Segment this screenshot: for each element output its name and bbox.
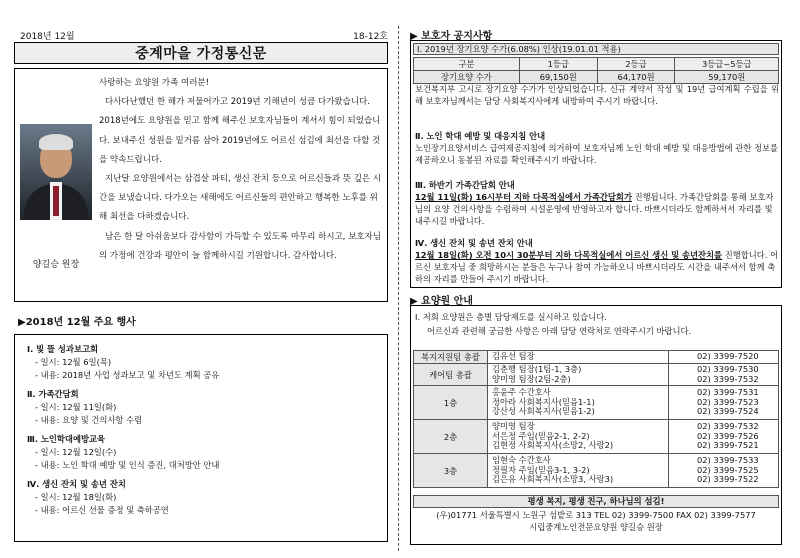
letter-paragraph: 사랑하는 요양원 가족 여러분! [99,78,210,88]
fee-cell: 59,170원 [675,71,779,84]
event-detail: - 내용: 어르신 선물 증정 및 축하공연 [35,504,169,515]
staff-names [488,420,669,454]
staff-phone: 02) 3399-7532 [697,373,759,384]
staff-group: 3층 [414,454,488,488]
events-box [14,334,388,542]
staff-group: 1층 [414,386,488,420]
issue-number: 18-12호 [353,32,388,42]
staff-phone: 02) 3399-7530 [697,363,759,374]
staff-name: 정필자 주임(믿음3-1, 3-2) [492,464,590,475]
notice-subheading: Ⅲ. 하반기 가족간담회 안내 [415,180,515,190]
address-block [413,510,779,533]
staff-phone: 02) 3399-7531 [697,386,759,397]
staff-phone: 02) 3399-7533 [697,454,759,465]
staff-name: 양미영 팀장 [492,420,535,431]
director-letter [14,68,388,302]
fee-header-cell: 3등급~5등급 [675,58,779,71]
fee-subheading: Ⅰ. 2019년 장기요양 수가(6.08%) 인상(19.01.01 적용) [413,43,779,55]
notice-text [415,191,779,227]
meeting-text: 진행됩니다. 가족간담회를 통해 보호자님의 요양 건의사항을 수렴하여 시설운영에 반영하고자 합니다. 바쁘시더라도 함께하셔서 자리를 빛내주시길 바랍니다. [415,192,774,226]
signature-line: 시립중계노인전문요양원 양길승 원장 [529,521,663,532]
staff-phone: 02) 3399-7523 [697,396,759,407]
event-detail: - 일시: 12월 12일(수) [35,447,117,457]
letter-paragraph: 지난달 요양원에서는 삼겹살 파티, 생신 잔치 등으로 어르신들과 뜻 깊은 시간을 보냈습니다. 다가오는 새해에도 어르신들의 편안하고 행복한 노후를 위해 최선을 다하겠습니다. [99,174,382,223]
event-title: Ⅰ. 빛 뜰 성과보고회 [27,344,99,354]
director-photo [20,124,92,220]
staff-names [488,454,669,488]
staff-group: 복지지원팀 총괄 [414,351,488,364]
staff-names [488,364,669,386]
staff-group: 2층 [414,420,488,454]
staff-name: 홍윤주 수간호사 [492,386,551,397]
event-item [27,343,379,381]
director-name: 양길승 원장 [32,260,80,270]
motto-banner: 평생 복지, 평생 친구, 하나님의 섬김! [413,495,779,508]
table-row [414,386,779,420]
staff-group: 케어팀 총괄 [414,364,488,386]
staff-table [413,350,779,488]
staff-name: 양미영 팀장(2팀-2층) [492,373,571,384]
staff-name: 정아라 사회복지사(믿음1-1) [492,396,595,407]
notice-text: 노인장기요양서비스 급여제공지침에 의거하여 보호자님께 노인 학대 예방 및 대응방법에 관한 정보를 제공하오니 동봉된 자료를 확인해주시기 바랍니다. [415,143,778,165]
notice-text [415,249,779,285]
events-heading: ▶2018년 12월 주요 행사 [18,317,136,328]
staff-names [488,351,669,364]
letter-paragraph: 다사다난했던 한 해가 저물어가고 2019년 기해년이 성큼 다가왔습니다. 2018년에도 요양원을 믿고 함께 해주신 보호자님들이 계셔서 힘이 되었습니다. 보내주신 성원을 밑거름 삼아 2019년에도 어르신 섬김에 최선을 다할 것을 약속드립니다. [99,97,381,165]
event-detail: - 일시: 12월 6일(목) [35,357,112,367]
notice-subheading: Ⅱ. 노인 학대 예방 및 대응지침 안내 [415,131,546,141]
staff-name: 김춘행 팀장(1팀-1, 3층) [492,363,582,374]
fee-table [413,57,779,84]
table-row [414,351,779,364]
guide-intro [415,310,779,338]
event-title: Ⅳ. 생신 잔치 및 송년 잔치 [27,479,126,489]
staff-name: 임현숙 수간호사 [492,454,551,465]
staff-name: 김은유 사회복지사(소망3, 사랑3) [492,474,614,485]
table-row [414,454,779,488]
meeting-highlight: 12월 11일(화) 16시부터 지하 다목적실에서 가족간담회가 [415,192,632,202]
staff-name: 김유선 팀장 [492,351,535,362]
staff-phone: 02) 3399-7526 [697,430,759,441]
fee-note: 보건복지부 고시로 장기요양 수가가 인상되었습니다. 신규 계약서 작성 및 19년 급여계획 수립을 위해 보호자님께서는 담당 사회복지사에게 내방하여 주시기 바랍니다. [415,84,779,106]
event-detail: - 일시: 12월 18일(화) [35,492,117,502]
staff-name: 서은정 주임(믿음2-1, 2-2) [492,430,590,441]
staff-names [488,386,669,420]
fee-cell: 장기요양 수가 [414,71,520,84]
party-highlight: 12월 18일(화) 오전 10시 30분부터 지하 다목적실에서 어르신 생신 및 송년잔치를 [415,250,723,260]
fee-header-cell: 1등급 [519,58,597,71]
staff-phone: 02) 3399-7525 [697,464,759,475]
staff-phones [669,351,779,364]
fee-cell: 64,170원 [597,71,675,84]
staff-name: 김현정 사회복지사(소망2, 사랑2) [492,440,614,451]
event-detail: - 내용: 요양 및 건의사항 수렴 [35,414,143,425]
staff-phone: 02) 3399-7524 [697,406,759,417]
staff-phone: 02) 3399-7532 [697,420,759,431]
column-divider [398,26,399,551]
letter-paragraph: 남은 한 달 아쉬움보다 감사함이 가득할 수 있도록 마무리 하시고, 보호자님의 가정에 건강과 평안이 늘 함께하시길 기원합니다. 감사합니다. [99,231,382,261]
party-text: 진행합니다. 어르신 보호자님 중 희망하시는 분들은 누구나 참여 가능하오니 바쁘시더라도 시간을 내주셔서 함께 축하의 자리를 만들어 주시기 바랍니다. [415,250,779,284]
staff-phones [669,420,779,454]
table-row [414,420,779,454]
event-detail: - 내용: 노인 학대 예방 및 인식 증진, 대처방안 안내 [35,459,220,470]
event-detail: - 일시: 12월 11일(화) [35,402,117,412]
staff-name: 강산성 사회복지사(믿음1-2) [492,406,595,417]
staff-phone: 02) 3399-7520 [697,351,759,362]
event-title: Ⅱ. 가족간담회 [27,389,79,399]
staff-phones [669,454,779,488]
event-item [27,433,379,471]
newsletter-header [14,29,388,42]
fee-header-cell: 구분 [414,58,520,71]
staff-phones [669,364,779,386]
notice-heading: ▶ 보호자 공지사항 [410,31,493,42]
fee-header-cell: 2등급 [597,58,675,71]
address-line: (우)01771 서울특별시 노원구 섬밭로 313 TEL 02) 3399-7500 FAX 02) 3399-7577 [436,510,756,520]
guide-intro-line: 어르신과 관련해 궁금한 사항은 아래 담당 연락처로 연락주시기 바랍니다. [427,326,692,336]
issue-date: 2018년 12월 [20,32,75,42]
event-item [27,388,379,426]
notice-box [410,40,782,288]
staff-phone: 02) 3399-7521 [697,440,759,451]
page-title: 중계마을 가정통신문 [14,42,388,64]
guide-heading: ▶ 요양원 안내 [410,296,473,307]
event-item [27,478,379,516]
event-detail: - 내용: 2018년 사업 성과보고 및 차년도 계획 공유 [35,369,220,380]
staff-phone: 02) 3399-7522 [697,474,759,485]
guide-box [410,305,782,545]
guide-intro-line: Ⅰ. 저희 요양원은 층별 담당제도를 실시하고 있습니다. [415,312,607,322]
staff-phones [669,386,779,420]
fee-cell: 69,150원 [519,71,597,84]
notice-subheading: Ⅳ. 생신 잔치 및 송년 잔치 안내 [415,238,533,248]
letter-body [99,74,383,266]
table-row [414,364,779,386]
event-title: Ⅲ. 노인학대예방교육 [27,434,106,444]
